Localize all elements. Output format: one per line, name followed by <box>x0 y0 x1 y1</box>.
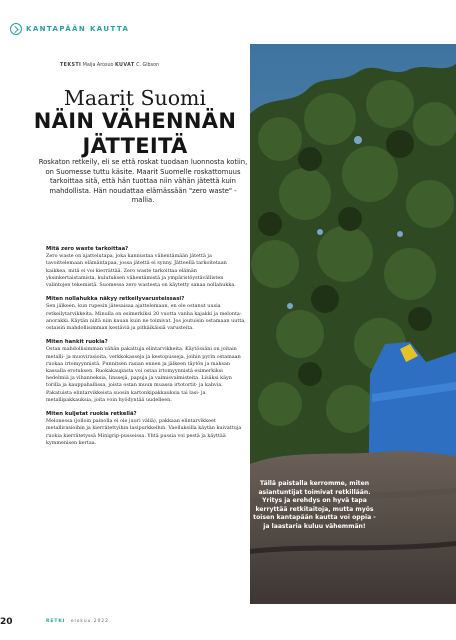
chevron-circle-icon <box>10 23 22 35</box>
article-title <box>20 109 250 159</box>
page-number: 20 <box>0 617 13 627</box>
section-tag-label: KANTAPÄÄN KAUTTA <box>26 25 130 33</box>
question-1: Mitä zero waste tarkoittaa? <box>46 246 129 252</box>
issue-date: elokuu 2022 <box>70 619 109 624</box>
section-tag <box>10 23 129 35</box>
answer-1: Zero waste on ajattelutapa, joka kannustaa vähentämään jätettä ja tavoittelemaan elämäntapaa, jossa jätettä ei synny. Jätteellä tarkoitetaan kaikkea, mitä ei voi kierrättää. Zero waste tarkoittaa elämän yksinkertaistamista, kulutuksen vähentämistä ja ympäristöystävällisten valintojen tekemistä. Suomessa zero wastesta on käytetty sanaa nollahukka. <box>46 253 236 289</box>
lede-paragraph: Roskaton retkeily, eli se että roskat tuodaan luonnosta kotiin, on Suomesse tuttu käsite. Maarit Suomelle roskattomuus tarkoittaa sitä, että hän tuottaa niin vähän jätettä kuin mahdollista. Hän noudattaa elämässään "zero waste" -mallia. <box>38 158 248 205</box>
article-title-line-1: NÄIN VÄHENNÄN <box>33 109 237 133</box>
credits-text-name: Maija Arosuo <box>82 63 114 68</box>
article-title-line-2: JÄTTEITÄ <box>82 134 188 158</box>
question-2: Miten nollahukka näkyy retkeilyvarusteissasi? <box>46 296 185 303</box>
answer-3: Ostan mahdollisimman vähän pakattuja elintarvikkeita. Käytössäni on joitain metalli- ja muovirasioita, verkkokasseja ja kestopusseja, joihin pyrin ostamaan ruokaa irtomyynnistä. Punnitsen rasian ennen ja jälkeen täytön ja maksan kassalla erotuksen. Ruokakaupasta voi ostaa irtomyynnistä esimerkiksi hedelmiä ja vihanneksia, linssejä, papuja ja valmisvalmisteita. Lisäksi käyn torilla ja kauppahallissa, joista ostan muun muassa irtotortit- ja kahvia. Pakatuista elintarvikkeista suosin kartonkipakkauksia tai lasi- ja metallipakkauksia, joita voin hyödyntää uudelleen. <box>46 346 241 403</box>
article-body <box>46 246 247 454</box>
question-3: Miten hankit ruokia? <box>46 339 108 346</box>
answer-4: Melonessa (jolloin painolla ei ole juuri väliä), pakkaan elintarvikkeet metallirasioihin ja kierrätettyihin lasipurkkeihin. Vaelluksilla käytän kuivattuja ruokia kierrätetyssä Minigrip-pusseissa. Yhtä pussia voi pestä ja käyttää kymmenisen kertaa. <box>46 418 242 446</box>
credits-photo-label: KUVAT <box>115 63 135 68</box>
magazine-name: RETKI <box>46 619 66 624</box>
credits-photo-name: C. Gibson <box>136 63 160 68</box>
footer-magazine <box>46 619 109 624</box>
photo-caption: Tällä paistalla kerromme, miten asiantuntijat toimivat retkillään. Yritys ja erehdys on hyvä tapa kerryttää retkitaitoja, mutta myös toisen kantapään kautta voi oppia - ja laastaria kuluu vähemmän! <box>253 480 376 530</box>
credits-text-label: TEKSTI <box>60 63 82 68</box>
answer-2: Sen jälkeen, kun rupesin jätesaisaa ajattelemaan, en ole ostanut uusia retkeilytarvikkeita. Minulla on esimerkiksi 20 vuotta vanha kajakki ja melonta-anorakki. Käytän niitä niin kauan kuin ne toimivat. Jos joutuisin ostamaan uutta, ostaisin mahdollisimman kestäviä ja pitkäikäisiä varusteita. <box>46 303 246 332</box>
interviewee-name: Maarit Suomi <box>63 86 207 110</box>
credits <box>60 63 250 68</box>
question-4: Miten kuljetat ruokia retkellä? <box>46 411 137 418</box>
